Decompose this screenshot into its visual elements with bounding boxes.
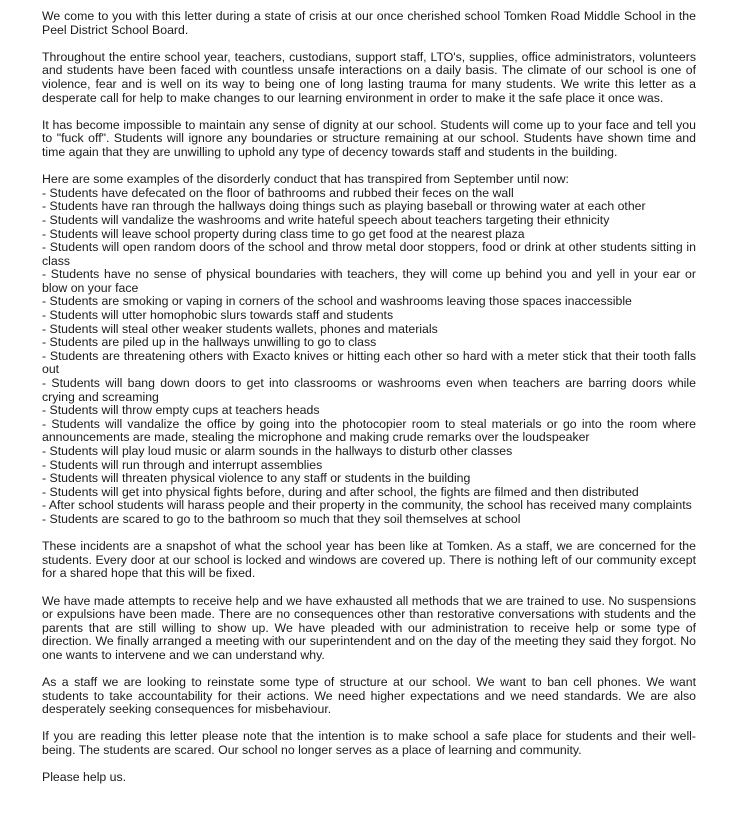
closing-line: Please help us.	[42, 770, 127, 785]
examples-intro: Here are some examples of the disorderly conduct that has transpired from September until now:	[42, 172, 569, 187]
list-item: - Students will vandalize the office by going into the photocopier room to steal materials or go into the room where announcements are made, stealing the microphone and making crude remarks over the loudspeaker	[42, 416, 696, 445]
list-item: - Students will open random doors of the school and throw metal door stoppers, food or drink at other students sitting in class	[42, 240, 696, 268]
examples-list	[42, 187, 696, 527]
list-item: - Students are smoking or vaping in corners of the school and washrooms leaving those spaces inaccessible	[42, 294, 632, 309]
intention-paragraph: If you are reading this letter please note that the intention is to make school a safe place for students and their well-being. The students are scared. Our school no longer serves as a place of learning and community.	[42, 729, 696, 758]
list-item: - Students have no sense of physical boundaries with teachers, they will come up behind you and yell in your ear or blow on your face	[42, 267, 696, 295]
list-item: - Students will play loud music or alarm sounds in the hallways to disturb other classes	[42, 444, 513, 458]
list-item: - After school students will harass people and their property in the community, the school has received many complaints	[42, 498, 692, 513]
list-item: - Students will utter homophobic slurs towards staff and students	[42, 308, 394, 323]
list-item: - Students are threatening others with Exacto knives or hitting each other so hard with a meter stick that their tooth falls out	[42, 348, 696, 377]
list-item: - Students will leave school property during class time to go get food at the nearest plaza	[42, 226, 525, 241]
list-item: - Students have ran through the hallways doing things such as playing baseball or throwing water at each other	[42, 199, 646, 214]
structure-paragraph: As a staff we are looking to reinstate some type of structure at our school. We want to ban cell phones. We want students to take accountability for their actions. We need higher expectations and we need standards. We are also desperately seeking consequences for misbehaviour.	[42, 675, 696, 717]
letter-body	[42, 10, 696, 785]
attempts-paragraph: We have made attempts to receive help and we have exhausted all methods that we are trained to use. No suspensions or expulsions have been made. There are no consequences other than restorative conversations with students and the parents that are still willing to show up. We have pleaded with our administration to receive help or some type of direction. We finally arranged a meeting with our superintendent and on the day of the meeting they said they forgot. No one wants to intervene and we can understand why.	[42, 593, 696, 662]
list-item: - Students will steal other weaker students wallets, phones and materials	[42, 321, 438, 336]
list-item: - Students are scared to go to the bathroom so much that they soil themselves at school	[42, 511, 521, 526]
snapshot-paragraph: These incidents are a snapshot of what the school year has been like at Tomken. As a staff, we are concerned for the students. Every door at our school is locked and windows are covered up. There is nothing left of our community except for a shared hope that this will be fixed.	[42, 539, 696, 581]
unsafe-interactions-paragraph: Throughout the entire school year, teachers, custodians, support staff, LTO's, supplies, office administrators, volunteers and students have been faced with countless unsafe interactions on a daily basis. The climate of our school is one of violence, fear and is well on its way to being one of long lasting trauma for many students. We write this letter as a desperate call for help to make changes to our learning environment in order to make it the safe place it once was.	[42, 49, 696, 105]
list-item: - Students will run through and interrupt assemblies	[42, 457, 323, 472]
list-item: - Students will bang down doors to get into classrooms or washrooms even when teachers are barring doors while crying and screaming	[42, 376, 696, 404]
list-item: - Students have defecated on the floor of bathrooms and rubbed their feces on the wall	[42, 185, 514, 200]
list-item: - Students will throw empty cups at teachers heads	[42, 403, 320, 418]
list-item: - Students are piled up in the hallways unwilling to go to class	[42, 335, 377, 350]
dignity-paragraph: It has become impossible to maintain any sense of dignity at our school. Students will come up to your face and tell you to "fuck off". Students will ignore any boundaries or structure remaining at our school. Students have shown time and time again that they are unwilling to uphold any type of decency towards staff and students in the building.	[42, 117, 696, 159]
list-item: - Students will get into physical fights before, during and after school, the fights are filmed and then distributed	[42, 484, 639, 499]
list-item: - Students will threaten physical violence to any staff or students in the building	[42, 471, 471, 486]
intro-paragraph: We come to you with this letter during a state of crisis at our once cherished school Tomken Road Middle School in the Peel District School Board.	[42, 9, 696, 37]
list-item: - Students will vandalize the washrooms and write hateful speech about teachers targeting their ethnicity	[42, 212, 610, 227]
